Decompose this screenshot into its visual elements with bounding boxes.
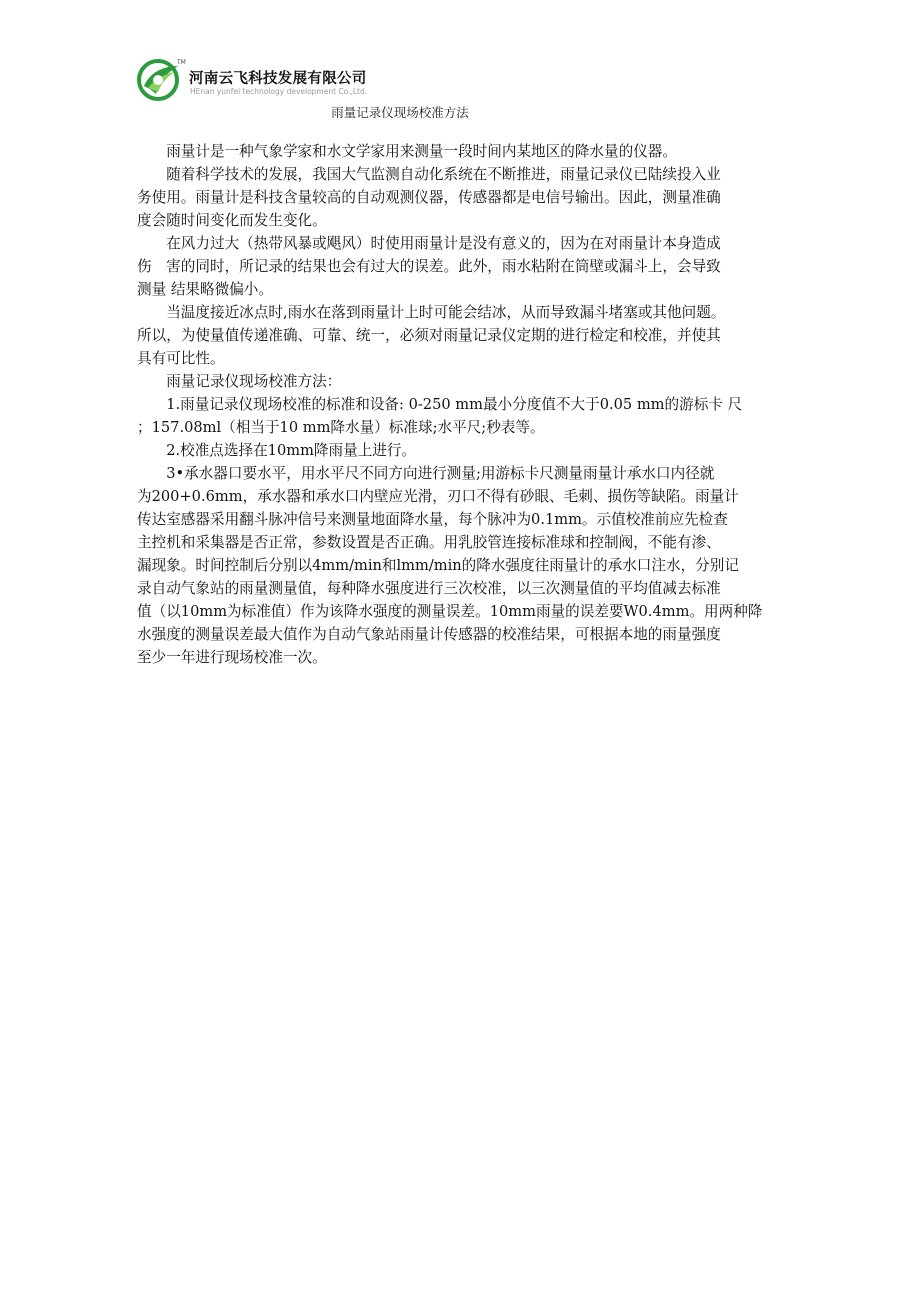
company-name-cn: 河南云飞科技发展有限公司	[189, 71, 367, 87]
body-line: 度会随时间变化而发生变化。	[137, 212, 327, 229]
body-line: 伤 害的同时，所记录的结果也会有过大的误差。此外，雨水粘附在筒壁或漏斗上，会导致	[137, 258, 721, 275]
body-line: 雨量计是一种气象学家和水文学家用来测量一段时间内某地区的降水量的仪器。	[137, 143, 677, 160]
body-line: 测量 结果略微偏小。	[137, 281, 273, 298]
body-line: 雨量记录仪现场校准方法：	[137, 373, 342, 390]
trademark-mark: TM	[177, 59, 186, 66]
body-line: 随着科学技术的发展，我国大气监测自动化系统在不断推进，雨量记录仪已陆续投入业	[137, 166, 721, 183]
body-line: 传达室感器采用翻斗脉冲信号来测量地面降水量，每个脉冲为0.1mm。示值校准前应先检查	[137, 511, 728, 528]
body-line: 2.校准点选择在10mm降雨量上进行。	[137, 442, 417, 459]
document-body	[137, 140, 797, 669]
body-line: 水强度的测量误差最大值作为自动气象站雨量计传感器的校准结果，可根据本地的雨量强度	[137, 626, 721, 643]
company-header	[134, 56, 554, 106]
body-line: 具有可比性。	[137, 350, 225, 367]
body-line: 录自动气象站的雨量测量值，每种降水强度进行三次校准，以三次测量值的平均值减去标准	[137, 580, 721, 597]
body-line: 在风力过大（热带风暴或飓风）时使用雨量计是没有意义的，因为在对雨量计本身造成	[137, 235, 721, 252]
body-line: 所以，为使量值传递准确、可靠、统一，必须对雨量记录仪定期的进行检定和校准，并使其	[137, 327, 721, 344]
body-line: 至少一年进行现场校准一次。	[137, 649, 327, 666]
body-line: 漏现象。时间控制后分别以4mm/min和lmm/min的降水强度往雨量计的承水口注水，分别记	[137, 557, 739, 574]
body-line: 主控机和采集器是否正常，参数设置是否正确。用乳胶管连接标准球和控制阀，不能有渗、	[137, 534, 721, 551]
body-line: 1.雨量记录仪现场校准的标准和设备: 0-250 mm最小分度值不大于0.05 mm的游标卡 尺	[137, 396, 743, 413]
company-name-en: HEnan yunfei technology development Co.,Ltd.	[190, 87, 368, 96]
document-title: 雨量记录仪现场校准方法	[331, 105, 469, 120]
body-line: 3•承水器口要水平，用水平尺不同方向进行测量;用游标卡尺测量雨量计承水口内径就	[137, 465, 715, 482]
body-line: ；157.08ml（相当于10 mm降水量）标准球;水平尺;秒表等。	[137, 419, 545, 436]
body-line: 值（以10mm为标准值）作为该降水强度的测量误差。10mm雨量的误差要W0.4mm。用两种降	[137, 603, 763, 620]
body-line: 当温度接近冰点时,雨水在落到雨量计上时可能会结冰，从而导致漏斗堵塞或其他问题。	[137, 304, 726, 321]
body-line: 务使用。雨量计是科技含量较高的自动观测仪器，传感器都是电信号输出。因此，测量准确	[137, 189, 721, 206]
body-line: 为200+0.6mm，承水器和承水口内壁应光滑，刃口不得有砂眼、毛刺、损伤等缺陷。雨量计	[137, 488, 739, 505]
